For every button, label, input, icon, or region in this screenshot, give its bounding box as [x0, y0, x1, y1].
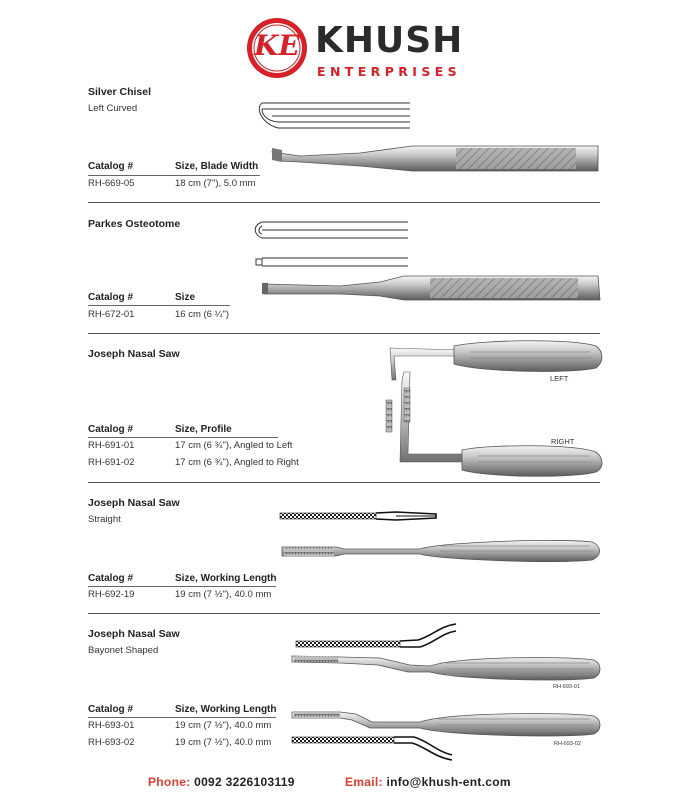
phone-number[interactable]: 0092 3226103119 — [194, 775, 295, 789]
product-subtitle: Straight — [88, 514, 121, 525]
size-value: 19 cm (7 ½"), 40.0 mm — [175, 589, 272, 600]
catalog-header: Catalog # — [88, 704, 134, 715]
size-value: 16 cm (6 ¼") — [175, 309, 230, 320]
right-label: RIGHT — [551, 437, 575, 446]
catalog-header: Catalog # — [88, 573, 134, 584]
product-subtitle: Bayonet Shaped — [88, 645, 159, 656]
size-value: 18 cm (7"), 5.0 mm — [175, 178, 256, 189]
size-header: Size — [175, 292, 196, 303]
brand-tagline: ENTERPRISES — [317, 64, 462, 79]
catalog-number: RH-693-01 — [88, 720, 135, 731]
size-header: Size, Working Length — [175, 573, 277, 584]
size-value: 17 cm (6 ¾"), Angled to Left — [175, 440, 293, 451]
phone-label: Phone: — [148, 775, 191, 789]
product-title: Parkes Osteotome — [88, 218, 181, 230]
product-title: Joseph Nasal Saw — [88, 628, 180, 640]
size-value: 19 cm (7 ½"), 40.0 mm — [175, 737, 272, 748]
email-label: Email: — [345, 775, 383, 789]
catalog-header: Catalog # — [88, 292, 134, 303]
catalog-header: Catalog # — [88, 424, 134, 435]
catalog-number: RH-672-01 — [88, 309, 135, 320]
size-header: Size, Blade Width — [175, 161, 259, 172]
size-header: Size, Working Length — [175, 704, 277, 715]
size-value: 19 cm (7 ½"), 40.0 mm — [175, 720, 272, 731]
header-rule — [88, 717, 276, 718]
catalog-header: Catalog # — [88, 161, 134, 172]
product-title: Joseph Nasal Saw — [88, 348, 180, 360]
logo-monogram: KE — [254, 29, 300, 62]
footer-email — [345, 775, 511, 789]
catalog-number: RH-669-05 — [88, 178, 135, 189]
product-subtitle: Left Curved — [88, 103, 138, 114]
catalog-number: RH-693-02 — [88, 737, 135, 748]
catalog-number: RH-691-02 — [88, 457, 135, 468]
image-code: RH-693-01 — [553, 684, 580, 690]
product-title: Silver Chisel — [88, 86, 152, 98]
product-title: Joseph Nasal Saw — [88, 497, 180, 509]
footer-phone — [148, 775, 295, 789]
left-label: LEFT — [550, 374, 569, 383]
image-code: RH-693-02 — [554, 741, 581, 747]
brand-name: KHUSH — [315, 20, 464, 61]
size-value: 17 cm (6 ¾"), Angled to Right — [175, 457, 299, 468]
catalog-number: RH-692-19 — [88, 589, 135, 600]
email-address[interactable]: info@khush-ent.com — [386, 775, 511, 789]
catalog-number: RH-691-01 — [88, 440, 135, 451]
size-header: Size, Profile — [175, 424, 232, 435]
